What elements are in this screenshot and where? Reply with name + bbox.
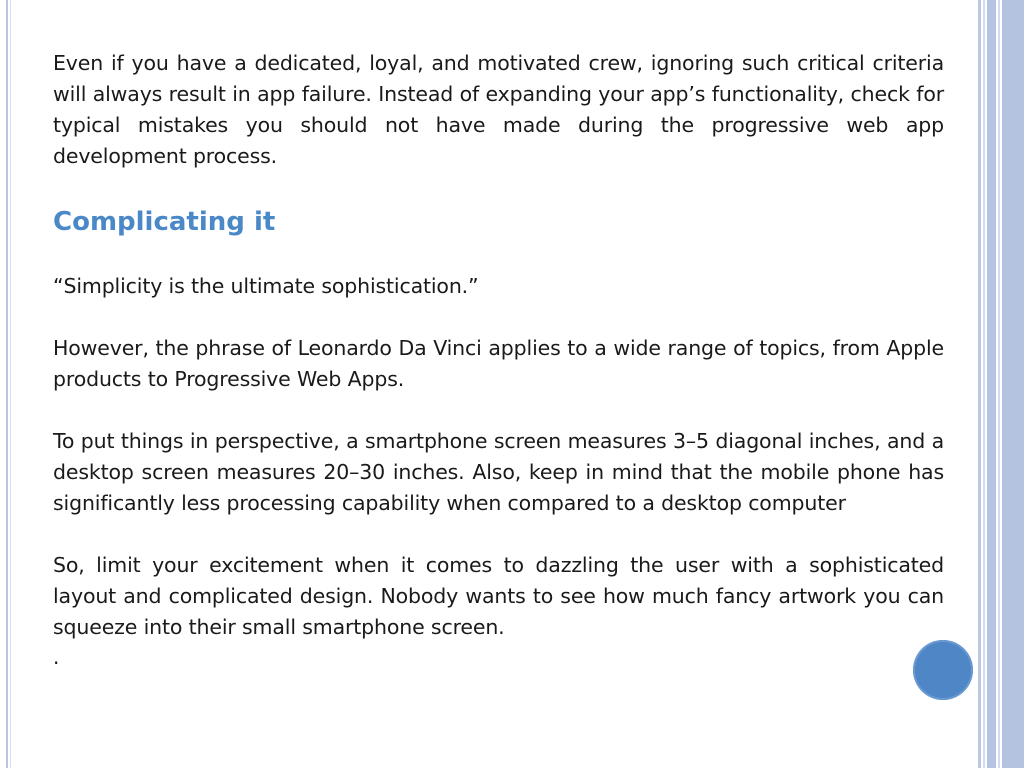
intro-paragraph: Even if you have a dedicated, loyal, and motivated crew, ignoring such critical criteria will always result in app failure. Instead of expanding your app’s functionality, check for typical mistakes you should not have made during the progressive web app development process. (53, 51, 944, 168)
right-stripe (987, 0, 996, 768)
trailing-dot: . (53, 645, 60, 669)
right-stripe (998, 0, 1000, 768)
perspective-paragraph: To put things in perspective, a smartphone screen measures 3–5 diagonal inches, and a desktop screen measures 20–30 inches. Also, keep in mind that the mobile phone has significantly less processing capability when compared to a desktop computer (53, 429, 944, 515)
quote-paragraph: “Simplicity is the ultimate sophistication.” (53, 274, 479, 298)
davinci-paragraph: However, the phrase of Leonardo Da Vinci applies to a wide range of topics, from Apple products to Progressive Web Apps. (53, 336, 944, 391)
right-stripe (1002, 0, 1024, 768)
limit-paragraph: So, limit your excitement when it comes to dazzling the user with a sophisticated layout and complicated design. Nobody wants to see how much fancy artwork you can squeeze into their small smartphone screen. (53, 553, 944, 639)
section-heading: Complicating it (53, 207, 276, 237)
left-border-inner (10, 0, 11, 768)
right-stripe (978, 0, 981, 768)
left-border (6, 0, 8, 768)
right-stripe (983, 0, 985, 768)
decorative-circle (913, 640, 973, 700)
slide-body (53, 48, 944, 671)
